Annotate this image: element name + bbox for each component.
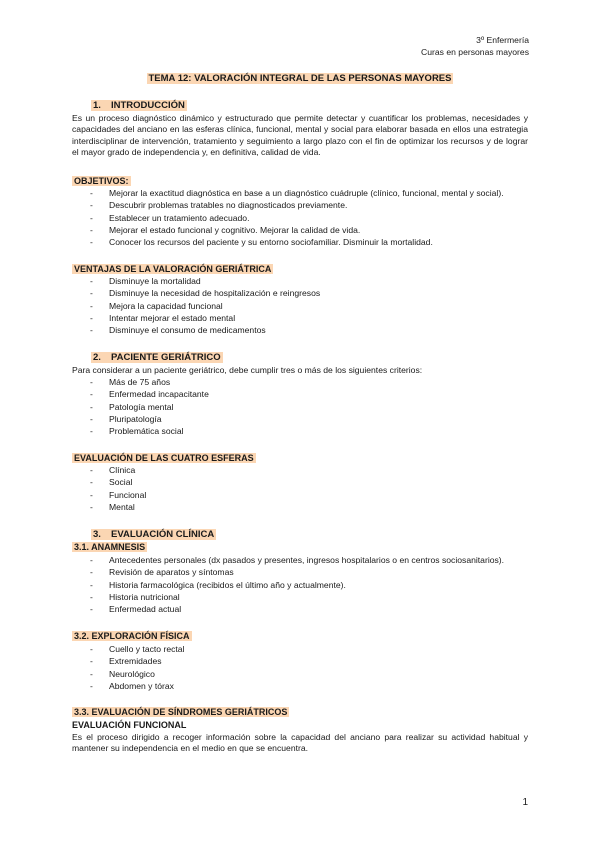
evaluacion-funcional-heading: EVALUACIÓN FUNCIONAL (72, 720, 187, 730)
intro-paragraph: Es un proceso diagnóstico dinámico y estructurado que permite detectar y cuantificar los problemas, necesidades y capacidades del anciano en las esferas clínica, funcional, mental y social para elaborar basada en ellos una estrategia interdisciplinar de intervención, tratamiento y seguimiento a largo plazo con el fin de optimizar los recursos y de lograr el mayor grado de independencia y, en definitiva, calidad de vida. (72, 113, 528, 157)
list-item: - Conocer los recursos del paciente y su entorno sociofamiliar. Disminuir la mortalidad. (72, 237, 504, 249)
list-item: - Antecedentes personales (dx pasados y presentes, ingresos hospitalarios o en centros sociosanitarios). (72, 555, 504, 567)
section-2-heading: 2. PACIENTE GERIÁTRICO (93, 352, 221, 363)
list-item: - Pluripatología (72, 414, 209, 426)
list-item: - Más de 75 años (72, 377, 209, 389)
list-item: - Patología mental (72, 402, 209, 414)
list-item: - Descubrir problemas tratables no diagnosticados previamente. (72, 200, 504, 212)
exploracion-heading: 3.2. EXPLORACIÓN FÍSICA (74, 631, 190, 641)
list-item: - Mejorar la exactitud diagnóstica en base a un diagnóstico cuádruple (clínico, funcional, mental y social). (72, 188, 504, 200)
list-item: - Historia nutricional (72, 592, 504, 604)
section-3-heading: 3. EVALUACIÓN CLÍNICA (93, 529, 215, 540)
section-1-heading: 1. INTRODUCCIÓN (93, 100, 185, 111)
list-item: - Intentar mejorar el estado mental (72, 313, 320, 325)
list-item: - Abdomen y tórax (72, 681, 184, 693)
evaluacion-funcional-paragraph: Es el proceso dirigido a recoger información sobre la capacidad del anciano para realizar su actividad habitual y mantener su independencia en el medio en que se encuentra. (72, 732, 528, 754)
ventajas-list (72, 276, 320, 337)
list-item: - Funcional (72, 490, 146, 502)
list-item: - Social (72, 477, 146, 489)
page-number: 1 (522, 797, 528, 808)
objetivos-list (72, 188, 504, 249)
list-item: - Problemática social (72, 426, 209, 438)
list-item: - Revisión de aparatos y síntomas (72, 567, 504, 579)
objetivos-heading: OBJETIVOS: (74, 176, 129, 186)
ventajas-heading: VENTAJAS DE LA VALORACIÓN GERIÁTRICA (74, 264, 272, 274)
header-course: 3º Enfermería (476, 35, 529, 45)
anamnesis-heading: 3.1. ANAMNESIS (74, 542, 146, 552)
list-item: - Enfermedad actual (72, 604, 504, 616)
list-item: - Disminuye la mortalidad (72, 276, 320, 288)
header-subject: Curas en personas mayores (421, 47, 529, 57)
list-item: - Neurológico (72, 669, 184, 681)
list-item: - Historia farmacológica (recibidos el último año y actualmente). (72, 580, 504, 592)
list-item: - Disminuye la necesidad de hospitalización e reingresos (72, 288, 320, 300)
list-item: - Mental (72, 502, 146, 514)
list-item: - Disminuye el consumo de medicamentos (72, 325, 320, 337)
list-item: - Mejorar el estado funcional y cognitivo. Mejorar la calidad de vida. (72, 225, 504, 237)
list-item: - Cuello y tacto rectal (72, 644, 184, 656)
list-item: - Mejora la capacidad funcional (72, 301, 320, 313)
anamnesis-list (72, 555, 504, 616)
esferas-list (72, 465, 146, 514)
esferas-heading: EVALUACIÓN DE LAS CUATRO ESFERAS (74, 453, 254, 463)
section-2-intro: Para considerar a un paciente geriátrico, debe cumplir tres o más de los siguientes criterios: (72, 365, 423, 375)
list-item: - Establecer un tratamiento adecuado. (72, 213, 504, 225)
list-item: - Enfermedad incapacitante (72, 389, 209, 401)
exploracion-list (72, 644, 184, 693)
list-item: - Clínica (72, 465, 146, 477)
list-item: - Extremidades (72, 656, 184, 668)
page-title: TEMA 12: VALORACIÓN INTEGRAL DE LAS PERSONAS MAYORES (148, 73, 452, 84)
sindromes-heading: 3.3. EVALUACIÓN DE SÍNDROMES GERIÁTRICOS (74, 707, 288, 717)
criterios-list (72, 377, 209, 438)
